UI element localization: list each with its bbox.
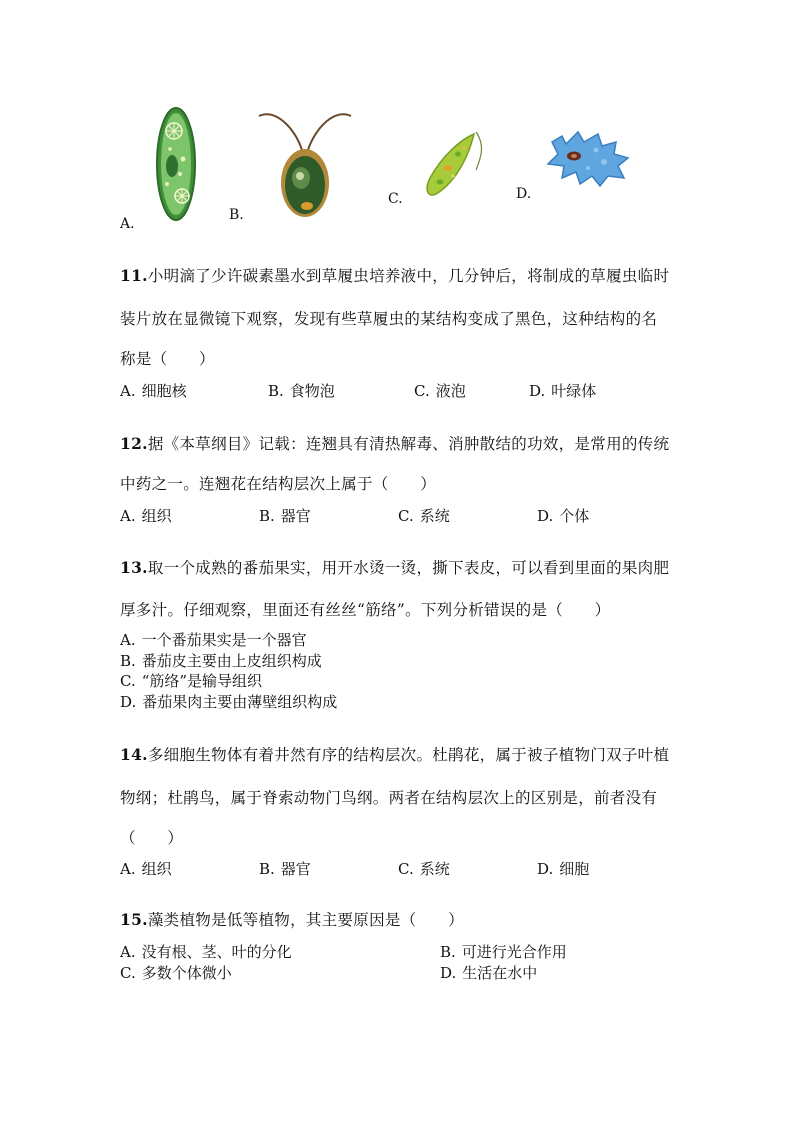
question-13-option-d [120,691,337,712]
option-letter: B. [259,860,275,878]
question-14-option-b [259,858,311,879]
option-letter: A. [120,860,136,878]
option-text: 组织 [141,860,172,878]
question-11-option-a [120,380,187,401]
question-text: 藻类植物是低等植物，其主要原因是（ ） [147,911,464,929]
option-text: 叶绿体 [551,382,597,400]
question-14-option-c [398,858,450,879]
question-text: 小明滴了少许碳素墨水到草履虫培养液中，几分钟后，将制成的草履虫临时 [147,267,670,285]
image-option-label-b: B. [229,207,244,223]
option-letter: B. [268,382,284,400]
question-13-option-c [120,670,262,691]
option-text: 生活在水中 [462,964,538,982]
option-letter: D. [529,382,546,400]
question-13-option-b [120,650,322,671]
question-13-option-a [120,629,307,650]
option-text: 细胞 [559,860,590,878]
chlamydomonas-icon [255,108,355,222]
question-13-line-2: 厚多汁。仔细观察，里面还有丝丝“筋络”。下列分析错误的是（ ） [120,601,611,619]
option-text: 器官 [280,860,311,878]
option-letter: A. [120,943,136,961]
option-text: “筋络”是输导组织 [141,672,263,690]
question-11-option-b [268,380,335,401]
option-text: 一个番茄果实是一个器官 [141,631,307,649]
option-letter: C. [398,860,414,878]
option-text: 系统 [419,860,450,878]
question-12-option-a [120,505,172,526]
option-text: 食物泡 [289,382,335,400]
question-13-line-1 [120,556,669,578]
question-number: 14. [120,745,148,764]
option-text: 个体 [559,507,590,525]
option-letter: B. [259,507,275,525]
question-12-line-2: 中药之一。连翘花在结构层次上属于（ ） [120,475,437,493]
option-letter: D. [120,693,137,711]
question-12-option-d [537,505,589,526]
option-letter: A. [120,507,136,525]
question-15-line-1 [120,908,464,930]
option-letter: C. [398,507,414,525]
question-number: 12. [120,434,148,453]
question-number: 13. [120,558,148,577]
question-14-option-a [120,858,172,879]
option-text: 没有根、茎、叶的分化 [141,943,292,961]
question-text: 据《本草纲目》记载：连翘具有清热解毒、消肿散结的功效，是常用的传统 [147,435,670,453]
option-letter: C. [120,672,136,690]
question-12-option-b [259,505,311,526]
question-12-line-1 [120,432,669,454]
amoeba-icon [544,128,632,190]
question-number: 11. [120,266,148,285]
option-text: 可进行光合作用 [461,943,567,961]
option-text: 系统 [419,507,450,525]
question-14-line-2: 物纲；杜鹃鸟，属于脊索动物门鸟纲。两者在结构层次上的区别是，前者没有 [120,789,658,807]
option-letter: C. [414,382,430,400]
question-15-option-a [120,941,292,962]
question-12-option-c [398,505,450,526]
question-number: 15. [120,910,148,929]
paramecium-icon [150,104,202,224]
option-letter: A. [120,382,136,400]
option-text: 多数个体微小 [141,964,232,982]
question-11-line-3: 称是（ ） [120,350,215,368]
option-text: 番茄果肉主要由薄壁组织构成 [142,693,338,711]
option-letter: B. [440,943,456,961]
option-letter: D. [440,964,457,982]
question-15-option-c [120,962,232,983]
option-letter: D. [537,860,554,878]
option-letter: B. [120,652,136,670]
image-option-label-c: C. [388,191,403,207]
question-14-option-d [537,858,589,879]
option-text: 器官 [280,507,311,525]
question-text: 取一个成熟的番茄果实，用开水烫一烫，撕下表皮，可以看到里面的果肉肥 [147,559,670,577]
option-letter: A. [120,631,136,649]
option-letter: D. [537,507,554,525]
image-option-label-d: D. [516,186,532,202]
question-15-option-d [440,962,537,983]
question-15-option-b [440,941,567,962]
question-14-line-3: （ ） [120,829,184,847]
question-11-option-d [529,380,596,401]
option-text: 液泡 [435,382,466,400]
option-text: 番茄皮主要由上皮组织构成 [141,652,322,670]
euglena-icon [420,126,488,204]
question-11-option-c [414,380,466,401]
option-text: 组织 [141,507,172,525]
option-letter: C. [120,964,136,982]
question-14-line-1 [120,743,669,765]
question-11-line-2: 装片放在显微镜下观察，发现有些草履虫的某结构变成了黑色，这种结构的名 [120,310,658,328]
question-11-line-1 [120,264,669,286]
image-option-label-a: A. [120,216,135,232]
question-text: 多细胞生物体有着井然有序的结构层次。杜鹃花，属于被子植物门双子叶植 [147,746,670,764]
option-text: 细胞核 [141,382,187,400]
